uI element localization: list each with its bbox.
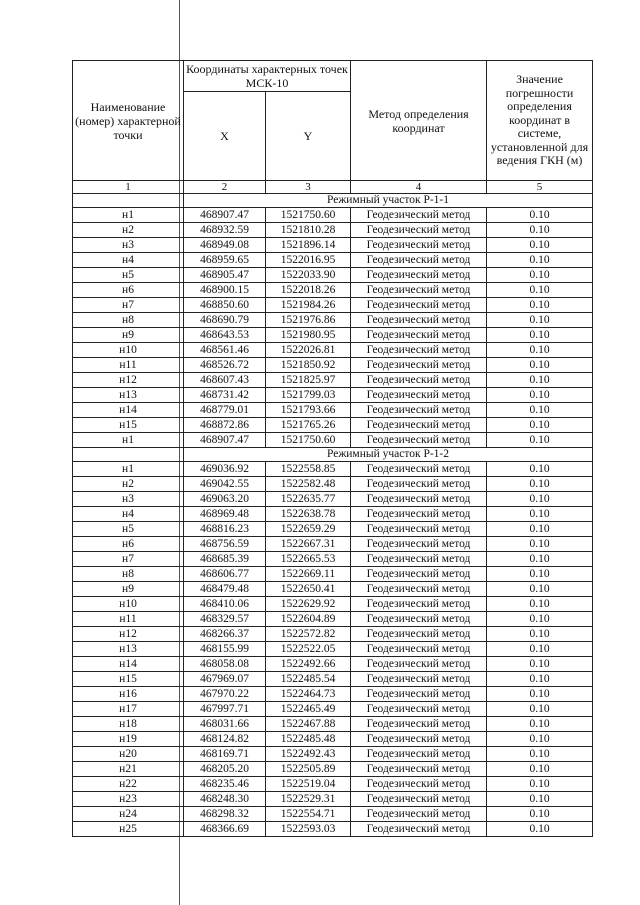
method-cell: Геодезический метод (351, 657, 487, 672)
method-cell: Геодезический метод (351, 672, 487, 687)
y-coordinate-cell: 1522669.11 (266, 567, 351, 582)
error-value-cell: 0.10 (487, 582, 593, 597)
point-name-cell: н7 (73, 552, 184, 567)
point-name-cell: н15 (73, 418, 184, 433)
method-cell: Геодезический метод (351, 388, 487, 403)
method-cell: Геодезический метод (351, 792, 487, 807)
table-row (73, 507, 593, 522)
error-value-cell: 0.10 (487, 702, 593, 717)
x-coordinate-cell: 468907.47 (184, 433, 266, 448)
point-name-cell: н25 (73, 822, 184, 837)
method-cell: Геодезический метод (351, 582, 487, 597)
x-coordinate-cell: 468900.15 (184, 283, 266, 298)
point-name-cell: н16 (73, 687, 184, 702)
y-coordinate-cell: 1522485.48 (266, 732, 351, 747)
point-name-cell: н5 (73, 268, 184, 283)
y-coordinate-cell: 1522558.85 (266, 462, 351, 477)
point-name-cell: н13 (73, 642, 184, 657)
point-name-cell: н14 (73, 657, 184, 672)
method-cell: Геодезический метод (351, 268, 487, 283)
x-coordinate-cell: 468606.77 (184, 567, 266, 582)
point-name-cell: н11 (73, 612, 184, 627)
x-coordinate-cell: 468058.08 (184, 657, 266, 672)
method-cell: Геодезический метод (351, 732, 487, 747)
x-coordinate-cell: 468561.46 (184, 343, 266, 358)
table-row (73, 492, 593, 507)
error-value-cell: 0.10 (487, 238, 593, 253)
error-value-cell: 0.10 (487, 762, 593, 777)
point-name-cell: н6 (73, 283, 184, 298)
table-header (73, 61, 593, 181)
x-coordinate-cell: 468685.39 (184, 552, 266, 567)
point-name-cell: н1 (73, 462, 184, 477)
y-coordinate-cell: 1521765.26 (266, 418, 351, 433)
error-value-cell: 0.10 (487, 612, 593, 627)
table-row (73, 627, 593, 642)
x-coordinate-cell: 468155.99 (184, 642, 266, 657)
table-row (73, 343, 593, 358)
error-value-cell: 0.10 (487, 642, 593, 657)
x-coordinate-cell: 468124.82 (184, 732, 266, 747)
y-coordinate-cell: 1521810.28 (266, 223, 351, 238)
x-coordinate-cell: 468031.66 (184, 717, 266, 732)
method-cell: Геодезический метод (351, 343, 487, 358)
section-header-row (73, 194, 593, 208)
table-row (73, 687, 593, 702)
table-row (73, 522, 593, 537)
point-name-cell: н17 (73, 702, 184, 717)
table-row (73, 283, 593, 298)
x-coordinate-cell: 468850.60 (184, 298, 266, 313)
error-value-cell: 0.10 (487, 298, 593, 313)
y-coordinate-cell: 1521825.97 (266, 373, 351, 388)
method-cell: Геодезический метод (351, 358, 487, 373)
x-coordinate-cell: 468366.69 (184, 822, 266, 837)
y-coordinate-cell: 1521980.95 (266, 328, 351, 343)
table-row (73, 552, 593, 567)
y-coordinate-cell: 1522519.04 (266, 777, 351, 792)
method-cell: Геодезический метод (351, 552, 487, 567)
y-coordinate-cell: 1522522.05 (266, 642, 351, 657)
section-title: Режимный участок Р-1-2 (184, 448, 593, 462)
error-value-cell: 0.10 (487, 747, 593, 762)
method-cell: Геодезический метод (351, 433, 487, 448)
point-name-cell: н7 (73, 298, 184, 313)
point-name-cell: н6 (73, 537, 184, 552)
method-cell: Геодезический метод (351, 567, 487, 582)
y-coordinate-cell: 1522465.49 (266, 702, 351, 717)
error-value-cell: 0.10 (487, 253, 593, 268)
table-row (73, 477, 593, 492)
x-coordinate-cell: 468205.20 (184, 762, 266, 777)
table-row (73, 358, 593, 373)
y-coordinate-cell: 1521750.60 (266, 433, 351, 448)
table-row (73, 238, 593, 253)
method-cell: Геодезический метод (351, 328, 487, 343)
point-name-cell: н5 (73, 522, 184, 537)
y-coordinate-cell: 1522464.73 (266, 687, 351, 702)
method-cell: Геодезический метод (351, 747, 487, 762)
method-cell: Геодезический метод (351, 492, 487, 507)
y-coordinate-cell: 1522033.90 (266, 268, 351, 283)
section-empty-cell (73, 448, 184, 462)
y-coordinate-cell: 1522505.89 (266, 762, 351, 777)
error-value-cell: 0.10 (487, 328, 593, 343)
error-value-cell: 0.10 (487, 418, 593, 433)
y-coordinate-cell: 1522018.26 (266, 283, 351, 298)
column-number: 1 (73, 181, 184, 194)
method-cell: Геодезический метод (351, 642, 487, 657)
x-coordinate-cell: 468756.59 (184, 537, 266, 552)
point-name-cell: н8 (73, 567, 184, 582)
point-name-cell: н14 (73, 403, 184, 418)
header-y: Y (266, 92, 351, 181)
method-cell: Геодезический метод (351, 507, 487, 522)
x-coordinate-cell: 468907.47 (184, 208, 266, 223)
method-cell: Геодезический метод (351, 253, 487, 268)
point-name-cell: н2 (73, 477, 184, 492)
error-value-cell: 0.10 (487, 732, 593, 747)
error-value-cell: 0.10 (487, 657, 593, 672)
section-title: Режимный участок Р-1-1 (184, 194, 593, 208)
x-coordinate-cell: 468235.46 (184, 777, 266, 792)
table-body (73, 181, 593, 837)
method-cell: Геодезический метод (351, 373, 487, 388)
method-cell: Геодезический метод (351, 807, 487, 822)
table-row (73, 462, 593, 477)
method-cell: Геодезический метод (351, 822, 487, 837)
table-row (73, 702, 593, 717)
y-coordinate-cell: 1522554.71 (266, 807, 351, 822)
header-method: Метод определения координат (351, 61, 487, 181)
header-x: X (184, 92, 266, 181)
table-row (73, 777, 593, 792)
x-coordinate-cell: 468872.86 (184, 418, 266, 433)
method-cell: Геодезический метод (351, 238, 487, 253)
x-coordinate-cell: 468298.32 (184, 807, 266, 822)
error-value-cell: 0.10 (487, 537, 593, 552)
table-row (73, 537, 593, 552)
point-name-cell: н12 (73, 373, 184, 388)
y-coordinate-cell: 1522492.43 (266, 747, 351, 762)
column-number: 4 (351, 181, 487, 194)
point-name-cell: н15 (73, 672, 184, 687)
point-name-cell: н2 (73, 223, 184, 238)
table-row (73, 388, 593, 403)
coordinates-table (72, 60, 593, 837)
point-name-cell: н22 (73, 777, 184, 792)
point-name-cell: н4 (73, 507, 184, 522)
y-coordinate-cell: 1522582.48 (266, 477, 351, 492)
point-name-cell: н3 (73, 238, 184, 253)
y-coordinate-cell: 1522629.92 (266, 597, 351, 612)
table-row (73, 822, 593, 837)
point-name-cell: н9 (73, 328, 184, 343)
y-coordinate-cell: 1521750.60 (266, 208, 351, 223)
table-row (73, 418, 593, 433)
method-cell: Геодезический метод (351, 777, 487, 792)
table-row (73, 582, 593, 597)
x-coordinate-cell: 468410.06 (184, 597, 266, 612)
method-cell: Геодезический метод (351, 717, 487, 732)
point-name-cell: н20 (73, 747, 184, 762)
error-value-cell: 0.10 (487, 717, 593, 732)
error-value-cell: 0.10 (487, 313, 593, 328)
x-coordinate-cell: 468248.30 (184, 792, 266, 807)
column-numbers-row (73, 181, 593, 194)
y-coordinate-cell: 1522650.41 (266, 582, 351, 597)
table-row (73, 223, 593, 238)
table-row (73, 208, 593, 223)
method-cell: Геодезический метод (351, 462, 487, 477)
table-row (73, 597, 593, 612)
x-coordinate-cell: 468526.72 (184, 358, 266, 373)
error-value-cell: 0.10 (487, 477, 593, 492)
error-value-cell: 0.10 (487, 552, 593, 567)
table-row (73, 747, 593, 762)
method-cell: Геодезический метод (351, 612, 487, 627)
column-number: 3 (266, 181, 351, 194)
error-value-cell: 0.10 (487, 627, 593, 642)
error-value-cell: 0.10 (487, 672, 593, 687)
table-row (73, 642, 593, 657)
method-cell: Геодезический метод (351, 283, 487, 298)
error-value-cell: 0.10 (487, 567, 593, 582)
section-header-row (73, 448, 593, 462)
header-coordinates: Координаты характерных точек МСК-10 (184, 61, 351, 92)
table-row (73, 298, 593, 313)
point-name-cell: н13 (73, 388, 184, 403)
header-error: Значение погрешности определения координат в системе, установленной для ведения ГКН (м) (487, 61, 593, 181)
x-coordinate-cell: 467997.71 (184, 702, 266, 717)
y-coordinate-cell: 1522529.31 (266, 792, 351, 807)
y-coordinate-cell: 1522638.78 (266, 507, 351, 522)
y-coordinate-cell: 1522026.81 (266, 343, 351, 358)
point-name-cell: н23 (73, 792, 184, 807)
error-value-cell: 0.10 (487, 492, 593, 507)
method-cell: Геодезический метод (351, 702, 487, 717)
table-row (73, 328, 593, 343)
method-cell: Геодезический метод (351, 762, 487, 777)
y-coordinate-cell: 1521850.92 (266, 358, 351, 373)
point-name-cell: н10 (73, 597, 184, 612)
error-value-cell: 0.10 (487, 792, 593, 807)
x-coordinate-cell: 468329.57 (184, 612, 266, 627)
x-coordinate-cell: 468816.23 (184, 522, 266, 537)
y-coordinate-cell: 1522665.53 (266, 552, 351, 567)
x-coordinate-cell: 469036.92 (184, 462, 266, 477)
table-row (73, 672, 593, 687)
table-row (73, 612, 593, 627)
table-row (73, 717, 593, 732)
point-name-cell: н3 (73, 492, 184, 507)
error-value-cell: 0.10 (487, 223, 593, 238)
method-cell: Геодезический метод (351, 223, 487, 238)
error-value-cell: 0.10 (487, 687, 593, 702)
method-cell: Геодезический метод (351, 313, 487, 328)
point-name-cell: н11 (73, 358, 184, 373)
y-coordinate-cell: 1522593.03 (266, 822, 351, 837)
method-cell: Геодезический метод (351, 418, 487, 433)
x-coordinate-cell: 468690.79 (184, 313, 266, 328)
error-value-cell: 0.10 (487, 388, 593, 403)
error-value-cell: 0.10 (487, 507, 593, 522)
y-coordinate-cell: 1521896.14 (266, 238, 351, 253)
method-cell: Геодезический метод (351, 477, 487, 492)
table-row (73, 373, 593, 388)
point-name-cell: н21 (73, 762, 184, 777)
y-coordinate-cell: 1522016.95 (266, 253, 351, 268)
x-coordinate-cell: 468266.37 (184, 627, 266, 642)
error-value-cell: 0.10 (487, 358, 593, 373)
table-row (73, 807, 593, 822)
document-sheet (72, 60, 592, 837)
point-name-cell: н10 (73, 343, 184, 358)
table-row (73, 268, 593, 283)
y-coordinate-cell: 1521799.03 (266, 388, 351, 403)
method-cell: Геодезический метод (351, 537, 487, 552)
x-coordinate-cell: 467970.22 (184, 687, 266, 702)
error-value-cell: 0.10 (487, 268, 593, 283)
table-row (73, 567, 593, 582)
y-coordinate-cell: 1521793.66 (266, 403, 351, 418)
x-coordinate-cell: 469063.20 (184, 492, 266, 507)
y-coordinate-cell: 1522572.82 (266, 627, 351, 642)
error-value-cell: 0.10 (487, 822, 593, 837)
point-name-cell: н8 (73, 313, 184, 328)
error-value-cell: 0.10 (487, 208, 593, 223)
x-coordinate-cell: 468959.65 (184, 253, 266, 268)
column-number: 5 (487, 181, 593, 194)
table-row (73, 313, 593, 328)
error-value-cell: 0.10 (487, 462, 593, 477)
table-row (73, 762, 593, 777)
point-name-cell: н19 (73, 732, 184, 747)
x-coordinate-cell: 468169.71 (184, 747, 266, 762)
point-name-cell: н1 (73, 208, 184, 223)
x-coordinate-cell: 467969.07 (184, 672, 266, 687)
x-coordinate-cell: 468479.48 (184, 582, 266, 597)
error-value-cell: 0.10 (487, 283, 593, 298)
x-coordinate-cell: 469042.55 (184, 477, 266, 492)
y-coordinate-cell: 1522635.77 (266, 492, 351, 507)
point-name-cell: н4 (73, 253, 184, 268)
y-coordinate-cell: 1521984.26 (266, 298, 351, 313)
point-name-cell: н18 (73, 717, 184, 732)
error-value-cell: 0.10 (487, 433, 593, 448)
point-name-cell: н1 (73, 433, 184, 448)
table-row (73, 657, 593, 672)
error-value-cell: 0.10 (487, 807, 593, 822)
error-value-cell: 0.10 (487, 597, 593, 612)
point-name-cell: н24 (73, 807, 184, 822)
error-value-cell: 0.10 (487, 403, 593, 418)
error-value-cell: 0.10 (487, 777, 593, 792)
error-value-cell: 0.10 (487, 522, 593, 537)
table-row (73, 433, 593, 448)
x-coordinate-cell: 468932.59 (184, 223, 266, 238)
method-cell: Геодезический метод (351, 208, 487, 223)
x-coordinate-cell: 468969.48 (184, 507, 266, 522)
error-value-cell: 0.10 (487, 343, 593, 358)
y-coordinate-cell: 1522667.31 (266, 537, 351, 552)
x-coordinate-cell: 468949.08 (184, 238, 266, 253)
y-coordinate-cell: 1521976.86 (266, 313, 351, 328)
error-value-cell: 0.10 (487, 373, 593, 388)
table-row (73, 792, 593, 807)
y-coordinate-cell: 1522492.66 (266, 657, 351, 672)
table-row (73, 253, 593, 268)
header-point-name: Наименование (номер) характерной точки (73, 61, 184, 181)
point-name-cell: н9 (73, 582, 184, 597)
table-row (73, 732, 593, 747)
x-coordinate-cell: 468643.53 (184, 328, 266, 343)
x-coordinate-cell: 468905.47 (184, 268, 266, 283)
y-coordinate-cell: 1522467.88 (266, 717, 351, 732)
method-cell: Геодезический метод (351, 522, 487, 537)
x-coordinate-cell: 468607.43 (184, 373, 266, 388)
x-coordinate-cell: 468779.01 (184, 403, 266, 418)
section-empty-cell (73, 194, 184, 208)
method-cell: Геодезический метод (351, 627, 487, 642)
y-coordinate-cell: 1522659.29 (266, 522, 351, 537)
point-name-cell: н12 (73, 627, 184, 642)
x-coordinate-cell: 468731.42 (184, 388, 266, 403)
table-row (73, 403, 593, 418)
y-coordinate-cell: 1522485.54 (266, 672, 351, 687)
method-cell: Геодезический метод (351, 298, 487, 313)
method-cell: Геодезический метод (351, 597, 487, 612)
y-coordinate-cell: 1522604.89 (266, 612, 351, 627)
method-cell: Геодезический метод (351, 403, 487, 418)
column-number: 2 (184, 181, 266, 194)
method-cell: Геодезический метод (351, 687, 487, 702)
